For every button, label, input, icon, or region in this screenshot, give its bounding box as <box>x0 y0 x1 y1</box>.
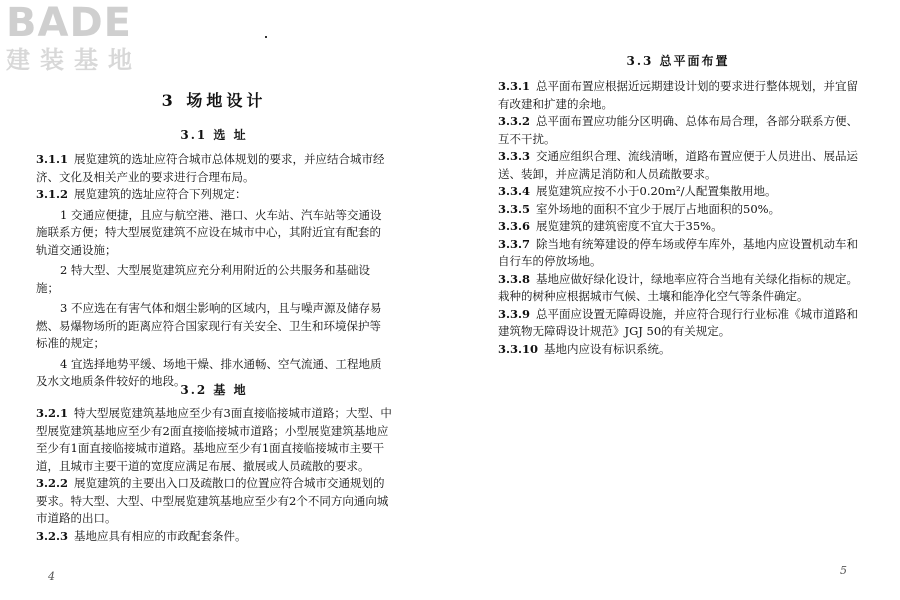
section-title-3-2: 3.2 基 地 <box>180 383 248 397</box>
clause-3-3-3 <box>498 148 858 183</box>
speck <box>265 36 267 38</box>
section-3-1-body <box>36 151 392 391</box>
clause-text: 特大型展览建筑基地应至少有3面直接临接城市道路；大型、中型展览建筑基地应至少有2面直接临接城市道路；小型展览建筑基地应至少有1面直接临接城市道路。基地应至少有1面直接临接城市主要干道，且城市主要干道的宽度应满足布展、撤展或人员疏散的要求。 <box>36 406 392 473</box>
section-3-3-body <box>498 78 858 358</box>
clause-text: 基地应做好绿化设计，绿地率应符合当地有关绿化指标的规定。栽种的树种应根据城市气候、土壤和能净化空气等条件确定。 <box>498 271 859 303</box>
section-3-2-body <box>36 405 392 545</box>
brand-logo <box>6 2 176 74</box>
clause-number: 3.3.7 <box>498 236 531 251</box>
section-title-3-3: 3.3 总平面布置 <box>626 54 730 68</box>
clause-3-3-5 <box>498 201 858 219</box>
clause-text: 基地应具有相应的市政配套条件。 <box>74 528 247 543</box>
clause-number: 3.3.10 <box>498 341 539 356</box>
clause-3-2-1 <box>36 405 392 475</box>
clause-text: 展览建筑的选址应符合城市总体规划的要求，并应结合城市经济、文化及相关产业的要求进行合理布局。 <box>36 152 385 184</box>
clause-3-3-7 <box>498 236 858 271</box>
page-number: 4 <box>48 570 55 583</box>
clause-3-3-8 <box>498 271 858 306</box>
clause-number: 3.3.9 <box>498 306 531 321</box>
list-item: 1 交通应便捷，且应与航空港、港口、火车站、汽车站等交通设施联系方便；特大型展览建筑不应设在城市中心，其附近宜有配套的轨道交通设施； <box>36 207 382 257</box>
clause-text: 总平面布置应功能分区明确、总体布局合理，各部分联系方便、互不干扰。 <box>498 114 859 146</box>
clause-number: 3.1.1 <box>36 152 69 166</box>
clause-number: 3.3.1 <box>498 79 531 93</box>
clause-3-1-2 <box>36 186 392 204</box>
clause-text: 交通应组织合理、流线清晰，道路布置应便于人员进出、展品运送、装卸，并应满足消防和人员疏散要求。 <box>498 149 859 181</box>
clause-number: 3.1.2 <box>36 187 69 201</box>
clause-3-3-10 <box>498 341 858 359</box>
clause-text: 展览建筑的建筑密度不宜大于35%。 <box>536 219 723 233</box>
clause-text: 总平面布置应根据近远期建设计划的要求进行整体规划，并宜留有改建和扩建的余地。 <box>498 79 859 111</box>
clause-text: 基地内应设有标识系统。 <box>544 341 671 356</box>
clause-3-3-4 <box>498 183 858 201</box>
clause-text: 展览建筑应按不小于0.20m²/人配置集散用地。 <box>536 184 777 198</box>
list-item: 4 宜选择地势平缓、场地干燥、排水通畅、空气流通、工程地质及水文地质条件较好的地段。 <box>36 356 382 388</box>
clause-3-2-3 <box>36 528 392 546</box>
clause-3-3-6 <box>498 218 858 236</box>
list-item: 3 不应选在有害气体和烟尘影响的区域内，且与噪声源及储存易燃、易爆物场所的距离应符合国家现行有关安全、卫生和环境保护等标准的规定； <box>36 301 382 350</box>
page-number: 5 <box>840 564 847 577</box>
clause-3-1-1 <box>36 151 392 186</box>
clause-number: 3.3.8 <box>498 271 531 286</box>
clause-number: 3.2.3 <box>36 528 69 543</box>
clause-text: 展览建筑的选址应符合下列规定： <box>74 187 247 201</box>
clause-number: 3.3.4 <box>498 184 531 198</box>
clause-number: 3.3.6 <box>498 219 531 233</box>
clause-3-3-9 <box>498 306 858 341</box>
clause-number: 3.2.1 <box>36 406 69 420</box>
clause-3-3-2 <box>498 113 858 148</box>
clause-text: 除当地有统筹建设的停车场或停车库外，基地内应设置机动车和自行车的停放场地。 <box>498 236 859 268</box>
logo-text-cn: 建装基地 <box>6 46 142 74</box>
clause-text: 总平面应设置无障碍设施，并应符合现行行业标准《城市道路和建筑物无障碍设计规范》JGJ 50的有关规定。 <box>498 306 859 338</box>
clause-3-2-2 <box>36 475 392 528</box>
section-title-3-1: 3.1 选 址 <box>180 128 248 142</box>
clause-number: 3.3.2 <box>498 114 531 128</box>
clause-3-3-1 <box>498 78 858 113</box>
clause-text: 室外场地的面积不宜少于展厅占地面积的50%。 <box>536 201 781 216</box>
clause-text: 展览建筑的主要出入口及疏散口的位置应符合城市交通规划的要求。特大型、大型、中型展览建筑基地应至少有2个不同方向通向城市道路的出口。 <box>36 476 389 525</box>
clause-number: 3.3.3 <box>498 149 531 163</box>
chapter-title: 3 场地设计 <box>161 91 267 110</box>
logo-text-en: BADE <box>6 0 132 46</box>
clause-number: 3.3.5 <box>498 201 531 216</box>
clause-number: 3.2.2 <box>36 476 69 490</box>
list-item: 2 特大型、大型展览建筑应充分利用附近的公共服务和基础设施； <box>36 263 370 295</box>
